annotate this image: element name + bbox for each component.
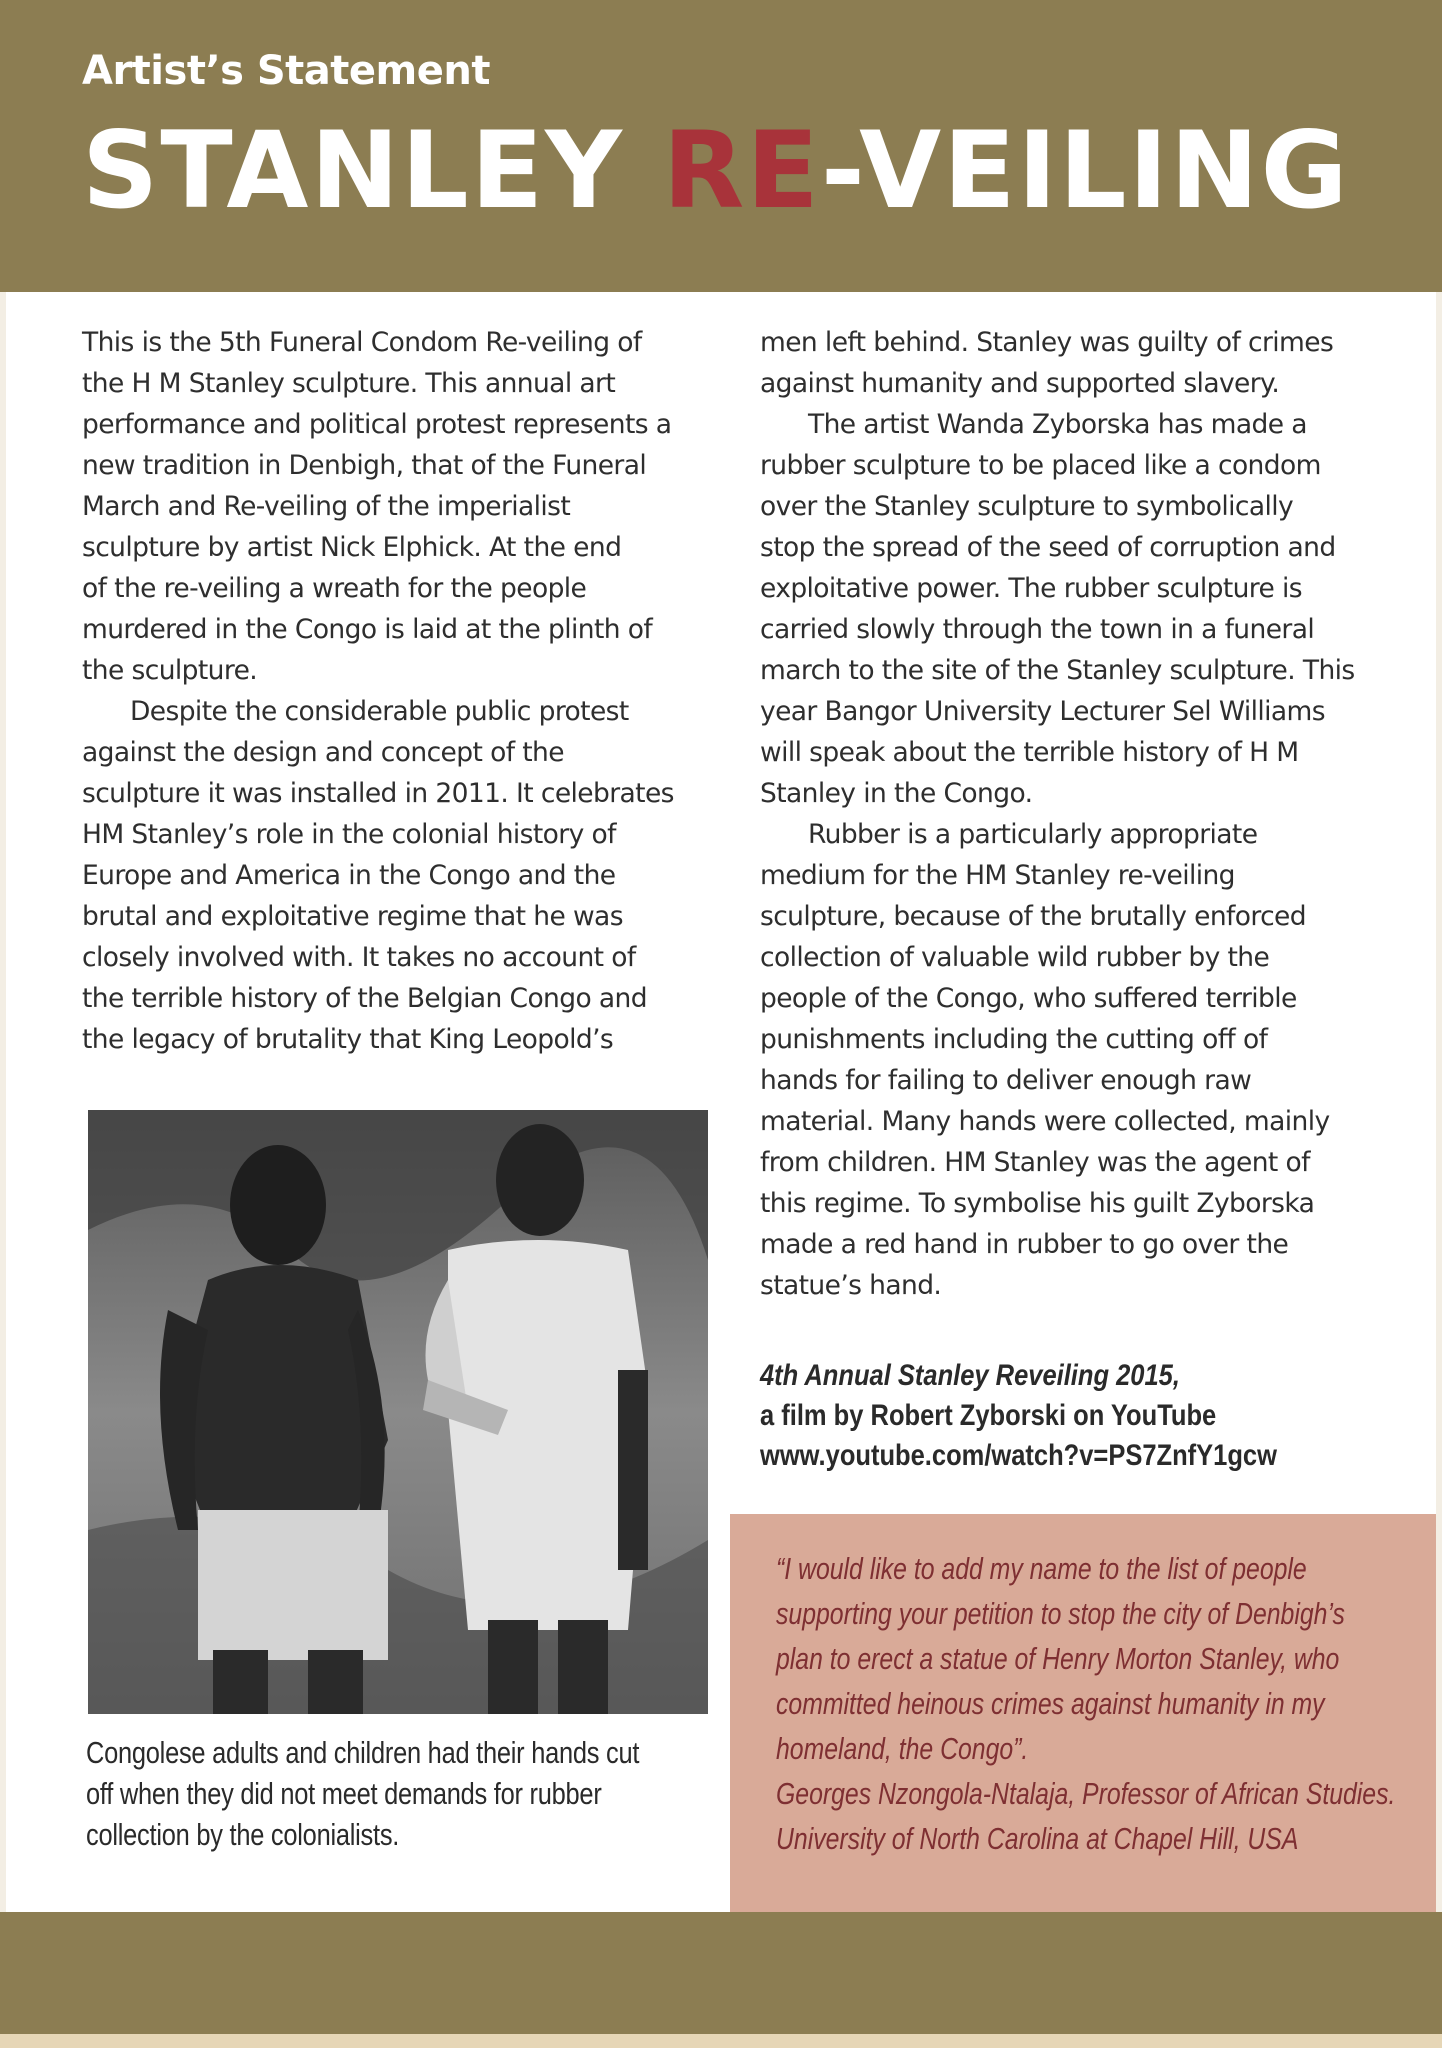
testimonial-quote — [776, 1546, 1395, 1861]
film-credit — [760, 1356, 1277, 1476]
film-url[interactable]: www.youtube.com/watch?v=PS7ZnfY1gcw — [760, 1439, 1277, 1472]
text-line: sculpture it was installed in 2011. It celebrates — [82, 778, 674, 809]
film-author: a film by Robert Zyborski on YouTube — [760, 1399, 1217, 1432]
title-stanley: STANLEY — [82, 109, 663, 232]
text-line: brutal and exploitative regime that he was — [82, 901, 623, 932]
page-title — [82, 109, 1350, 232]
text-line: the sculpture. — [82, 655, 258, 686]
text-line: collection of valuable wild rubber by the — [760, 942, 1270, 973]
left-paragraph-1 — [82, 322, 722, 691]
text-line: this regime. To symbolise his guilt Zyborska — [760, 1188, 1315, 1219]
text-line: Rubber is a particularly appropriate — [808, 819, 1258, 850]
quote-line: supporting your petition to stop the city of Denbigh’s — [776, 1596, 1345, 1631]
text-line: the legacy of brutality that King Leopold’s — [82, 1024, 614, 1055]
text-line: of the re-veiling a wreath for the people — [82, 573, 587, 604]
text-line: the terrible history of the Belgian Congo and — [82, 983, 647, 1014]
text-line: year Bangor University Lecturer Sel Williams — [760, 696, 1325, 727]
text-line: hands for failing to deliver enough raw — [760, 1065, 1252, 1096]
text-line: new tradition in Denbigh, that of the Funeral — [82, 450, 647, 481]
text-line: sculpture, because of the brutally enforced — [760, 901, 1306, 932]
text-line: The artist Wanda Zyborska has made a — [808, 409, 1307, 440]
text-line: This is the 5th Funeral Condom Re-veiling of — [82, 327, 642, 358]
text-line: statue’s hand. — [760, 1270, 942, 1301]
text-line: March and Re-veiling of the imperialist — [82, 491, 571, 522]
text-line: over the Stanley sculpture to symbolically — [760, 491, 1294, 522]
text-line: will speak about the terrible history of H M — [760, 737, 1299, 768]
caption-line: collection by the colonialists. — [86, 1817, 400, 1852]
title-veiling: -VEILING — [820, 109, 1350, 232]
text-line: closely involved with. It takes no account of — [82, 942, 636, 973]
text-line: men left behind. Stanley was guilty of crimes — [760, 327, 1334, 358]
text-line: against the design and concept of the — [82, 737, 564, 768]
text-line: people of the Congo, who suffered terrible — [760, 983, 1297, 1014]
text-line: murdered in the Congo is laid at the plinth of — [82, 614, 653, 645]
quote-line: plan to erect a statue of Henry Morton Stanley, who — [776, 1641, 1340, 1676]
text-line: the H M Stanley sculpture. This annual art — [82, 368, 616, 399]
historical-photo — [88, 1110, 708, 1714]
text-line: march to the site of the Stanley sculpture. This — [760, 655, 1355, 686]
text-line: HM Stanley’s role in the colonial history of — [82, 819, 616, 850]
right-paragraph-1 — [760, 322, 1400, 404]
right-paragraph-3 — [760, 814, 1400, 1306]
photo-caption — [86, 1732, 640, 1855]
right-paragraph-2 — [760, 404, 1400, 814]
quote-line: “I would like to add my name to the list of people — [776, 1551, 1307, 1586]
text-line: sculpture by artist Nick Elphick. At the end — [82, 532, 622, 563]
film-title: 4th Annual Stanley Reveiling 2015, — [760, 1359, 1180, 1392]
title-re: RE — [662, 109, 821, 232]
page-edge — [0, 2034, 1442, 2048]
text-line: exploitative power. The rubber sculpture is — [760, 573, 1303, 604]
quote-affiliation: University of North Carolina at Chapel Hill, USA — [776, 1821, 1299, 1856]
text-line: medium for the HM Stanley re-veiling — [760, 860, 1235, 891]
section-kicker: Artist’s Statement — [82, 48, 490, 94]
text-line: Stanley in the Congo. — [760, 778, 1033, 809]
footer-band — [0, 1912, 1442, 2034]
quote-line: committed heinous crimes against humanity in my — [776, 1686, 1325, 1721]
photo-illustration — [88, 1110, 708, 1714]
text-line: from children. HM Stanley was the agent of — [760, 1147, 1310, 1178]
quote-line: homeland, the Congo”. — [776, 1731, 1029, 1766]
text-line: material. Many hands were collected, mainly — [760, 1106, 1330, 1137]
text-line: stop the spread of the seed of corruption and — [760, 532, 1336, 563]
text-line: Despite the considerable public protest — [130, 696, 629, 727]
text-line: performance and political protest represents a — [82, 409, 672, 440]
left-paragraph-2 — [82, 691, 722, 1060]
text-line: rubber sculpture to be placed like a condom — [760, 450, 1321, 481]
right-column — [760, 322, 1400, 1306]
text-line: punishments including the cutting off of — [760, 1024, 1268, 1055]
text-line: carried slowly through the town in a funeral — [760, 614, 1315, 645]
quote-attribution: Georges Nzongola-Ntalaja, Professor of African Studies. — [776, 1776, 1396, 1811]
text-line: made a red hand in rubber to go over the — [760, 1229, 1289, 1260]
caption-line: Congolese adults and children had their hands cut — [86, 1735, 640, 1770]
left-column — [82, 322, 722, 1060]
text-line: Europe and America in the Congo and the — [82, 860, 616, 891]
caption-line: off when they did not meet demands for rubber — [86, 1776, 602, 1811]
text-line: against humanity and supported slavery. — [760, 368, 1280, 399]
